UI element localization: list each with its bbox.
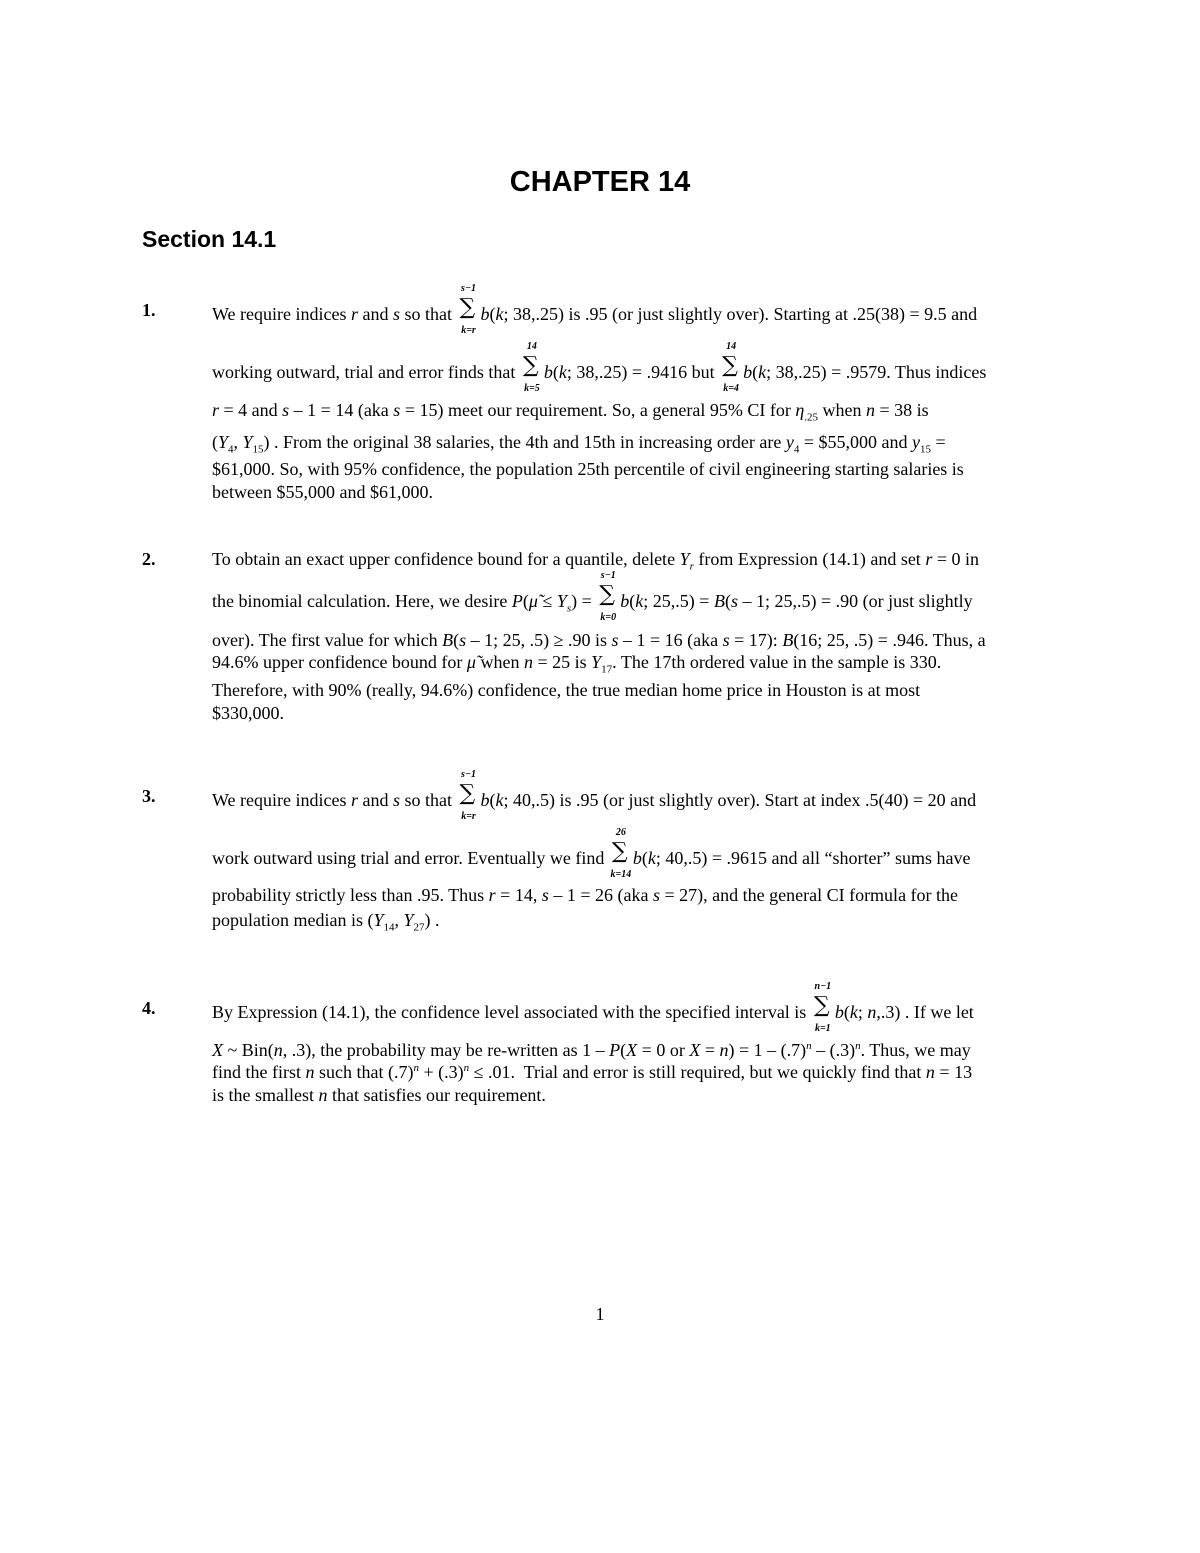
problem-number: 3.: [142, 786, 156, 806]
problem-line: We require indices r and s so that s−1 ∑ k=r b(k; 38,.25) is .95 (or just slightly over). Starting at .25(38) = 9.5 and: [212, 283, 978, 336]
problem-line: probability strictly less than .95. Thus r = 14, s – 1 = 26 (aka s = 27), and the general CI formula for the: [212, 885, 959, 905]
page-number: 1: [595, 1304, 605, 1324]
chapter-title: CHAPTER 14: [509, 166, 691, 198]
problem-line: r = 4 and s – 1 = 14 (aka s = 15) meet our requirement. So, a general 95% CI for $\eta_{.25}$ when n = 38 is: [212, 400, 929, 424]
problem-line: Therefore, with 90% (really, 94.6%) confidence, the true median home price in Houston is at most: [212, 680, 921, 700]
problem-line: 94.6% upper confidence bound for μ̃ when n = 25 is $Y_{17}$. The 17th ordered value in the sample is 330.: [212, 652, 942, 676]
problem-number: 4.: [142, 998, 156, 1018]
problem-number: 2.: [142, 549, 156, 569]
problem-line: between $55,000 and $61,000.: [212, 482, 433, 502]
problem-number: 1.: [142, 300, 156, 320]
problem-line: work outward using trial and error. Eventually we find 26 ∑ k=14 b(k; 40,.5) = .9615 and all “shorter” sums have: [212, 827, 971, 880]
section-heading: Section 14.1: [142, 226, 277, 252]
problem-line: $61,000. So, with 95% confidence, the population 25th percentile of civil engineering starting salaries is: [212, 459, 964, 479]
problem-line: By Expression (14.1), the confidence level associated with the specified interval is n−1 ∑ k=1 b(k; n,.3) . If we let: [212, 981, 974, 1034]
problem-line: X ~ Bin(n, .3), the probability may be re-written as 1 – P(X = 0 or $X = n) = 1 - (.7)^n - (.3)^n$. Thus, we may: [212, 1040, 971, 1060]
problem-line: the binomial calculation. Here, we desire P(μ̃ ≤ $Y_s$) = s−1 ∑ k=0 b(k; 25,.5) = B(s – 1; 25,.5) = .90 (or just slightly: [212, 570, 973, 623]
problem-line: find the first n such that $(.7)^n + (.3)^n \le .01$. Trial and error is still required, but we quickly find that n = 13: [212, 1062, 973, 1082]
problem-line: is the smallest n that satisfies our requirement.: [212, 1085, 546, 1105]
problem-line: To obtain an exact upper confidence bound for a quantile, delete $Y_r$ from Expression (14.1) and set r = 0 in: [212, 549, 979, 573]
problem-line: We require indices r and s so that s−1 ∑ k=r b(k; 40,.5) is .95 (or just slightly over). Start at index .5(40) = 20 and: [212, 769, 977, 822]
problem-line: population median is ($Y_{14}$, $Y_{27}$) .: [212, 910, 440, 934]
problem-line: working outward, trial and error finds that 14 ∑ k=5 b(k; 38,.25) = .9416 but 14 ∑ k=4 b(k; 38,.25) = .9579. Thus indices: [212, 341, 987, 394]
problem-line: over). The first value for which B(s – 1; 25, .5) ≥ .90 is s – 1 = 16 (aka s = 17): B(16; 25, .5) = .946. Thus, a: [212, 630, 986, 650]
problem-line: $330,000.: [212, 703, 284, 723]
problem-line: ($Y_4$, $Y_{15}$) . From the original 38 salaries, the 4th and 15th in increasing order are $y_4$ = $55,000 and $y_{15}$ =: [212, 432, 946, 456]
